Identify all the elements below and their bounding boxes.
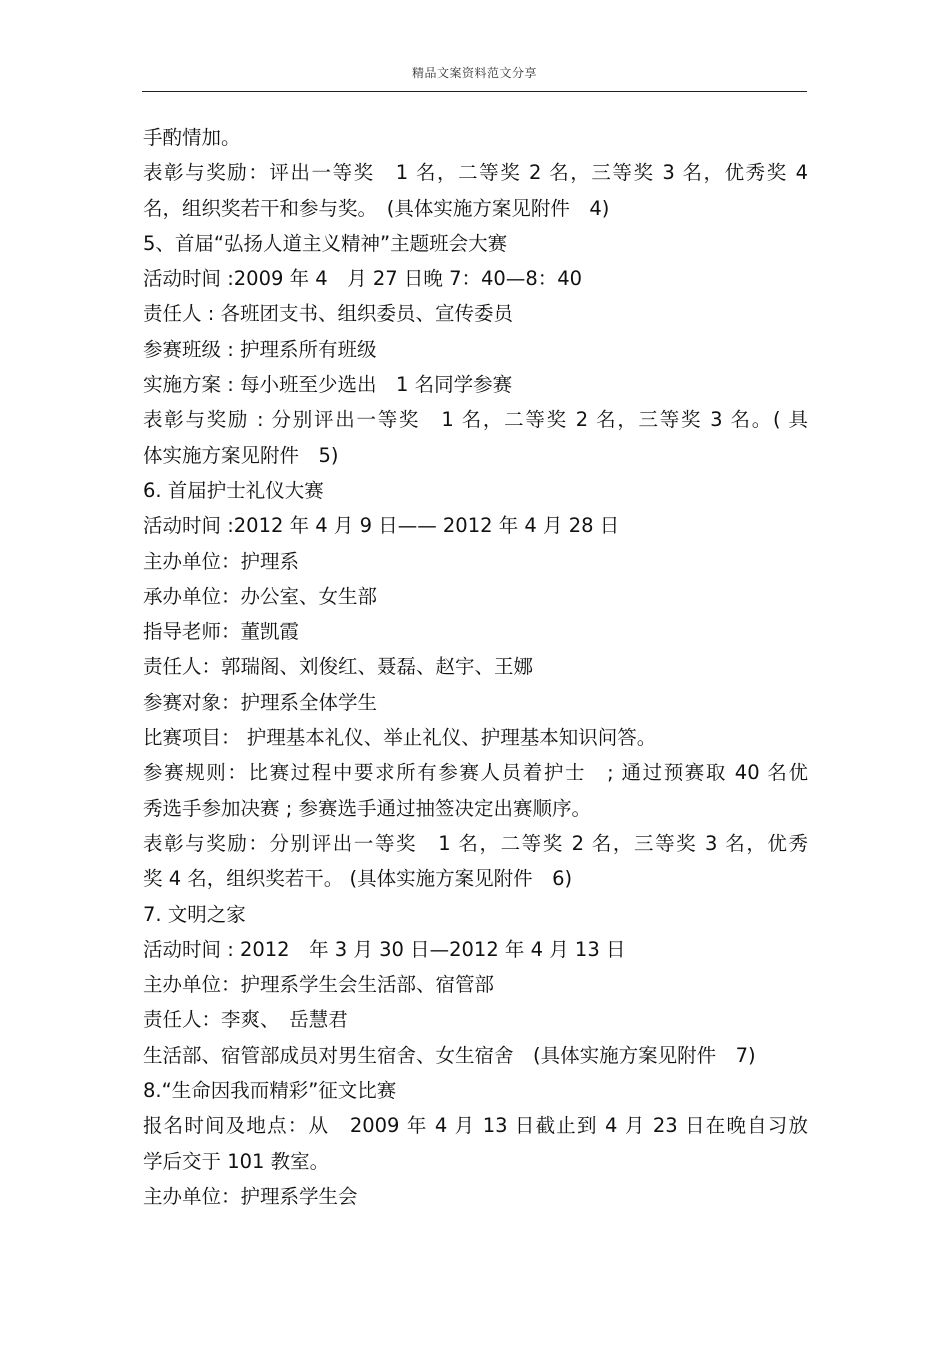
- body-line: 表彰与奖励 : 分别评出一等奖 1 名，二等奖 2 名，三等奖 3 名。( 具: [143, 408, 808, 432]
- body-line: 承办单位：办公室、女生部: [143, 584, 378, 608]
- body-line: 比赛项目： 护理基本礼仪、举止礼仪、护理基本知识问答。: [143, 726, 657, 750]
- body-line: 名，组织奖若干和参与奖。 (具体实施方案见附件 4): [143, 196, 610, 220]
- body-line: 报名时间及地点：从 2009 年 4 月 13 日截止到 4 月 23 日在晚自习放: [143, 1114, 808, 1138]
- body-line: 参赛规则：比赛过程中要求所有参赛人员着护士 ; 通过预赛取 40 名优: [143, 761, 808, 785]
- section-heading: 6. 首届护士礼仪大赛: [143, 478, 324, 502]
- header-divider: [142, 91, 807, 92]
- body-line: 活动时间 :2012 年 4 月 9 日—— 2012 年 4 月 28 日: [143, 514, 620, 538]
- body-line: 奖 4 名，组织奖若干。 (具体实施方案见附件 6): [143, 867, 573, 891]
- body-line: 责任人：郭瑞阁、刘俊红、聂磊、赵宇、王娜: [143, 655, 534, 679]
- body-line: 主办单位：护理系: [143, 549, 300, 573]
- section-heading: 7. 文明之家: [143, 902, 246, 926]
- body-line: 生活部、宿管部成员对男生宿舍、女生宿舍 (具体实施方案见附件 7): [143, 1043, 756, 1067]
- body-line: 主办单位：护理系学生会生活部、宿管部: [143, 973, 495, 997]
- body-line: 责任人 : 各班团支书、组织委员、宣传委员: [143, 302, 513, 326]
- section-heading: 8.“生命因我而精彩”征文比赛: [143, 1079, 397, 1103]
- body-line: 参赛对象：护理系全体学生: [143, 690, 378, 714]
- body-line: 学后交于 101 教室。: [143, 1149, 330, 1173]
- body-line: 责任人：李爽、 岳慧君: [143, 1008, 348, 1032]
- body-line: 活动时间 :2009 年 4 月 27 日晚 7：40—8：40: [143, 267, 583, 291]
- body-line: 表彰与奖励：评出一等奖 1 名，二等奖 2 名，三等奖 3 名，优秀奖 4: [143, 161, 808, 185]
- body-line: 参赛班级 : 护理系所有班级: [143, 337, 377, 361]
- body-line: 主办单位：护理系学生会: [143, 1184, 358, 1208]
- body-line: 手酌情加。: [143, 126, 241, 149]
- body-line: 实施方案 : 每小班至少选出 1 名同学参赛: [143, 373, 513, 397]
- section-heading: 5、首届“弘扬人道主义精神”主题班会大赛: [143, 231, 508, 255]
- page-header: 精品文案资料范文分享: [411, 66, 537, 80]
- body-line: 表彰与奖励：分别评出一等奖 1 名，二等奖 2 名，三等奖 3 名，优秀: [143, 831, 808, 855]
- body-line: 体实施方案见附件 5): [143, 443, 339, 467]
- body-line: 指导老师：董凯霞: [143, 620, 300, 644]
- body-line: 活动时间 : 2012 年 3 月 30 日—2012 年 4 月 13 日: [143, 937, 626, 961]
- document-body: [143, 120, 808, 1214]
- body-line: 秀选手参加决赛 ; 参赛选手通过抽签决定出赛顺序。: [143, 796, 591, 820]
